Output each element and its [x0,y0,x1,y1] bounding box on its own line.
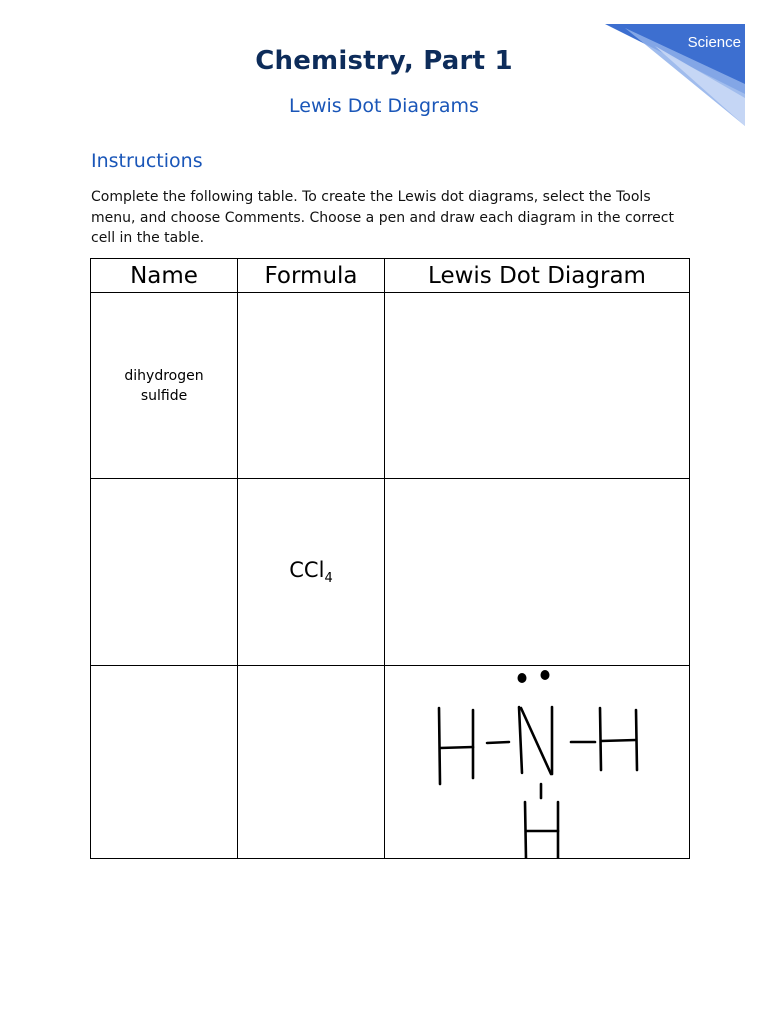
lone-pair-dot [541,670,550,680]
diagram-cell[interactable] [385,293,690,479]
stroke [487,742,509,743]
instructions-text: Complete the following table. To create the Lewis dot diagrams, select the Tools menu, and choose Comments. Choose a pen and draw each diagram in the correct cell in the table. [91,189,674,246]
formula-cell[interactable] [238,293,385,479]
stroke [519,707,522,773]
name-cell[interactable] [91,293,238,479]
formula-cell[interactable] [238,479,385,665]
table-row [91,479,690,665]
formula-cell[interactable] [238,665,385,858]
header-name: Name [91,259,238,293]
header-diagram: Lewis Dot Diagram [385,259,690,293]
stroke [439,708,440,784]
stroke [521,708,551,774]
page-title: Chemistry, Part 1 [255,46,513,76]
diagram-cell[interactable] [385,665,690,858]
formula-subscript: 4 [324,571,333,587]
compound-name: dihydrogen sulfide [124,367,204,404]
diagram-cell[interactable] [385,479,690,665]
stroke [600,708,601,770]
name-cell[interactable] [91,479,238,665]
lewis-table [90,258,690,859]
header-formula: Formula [238,259,385,293]
instructions-heading: Instructions [91,150,203,172]
table-row [91,665,690,858]
chemical-formula [289,557,333,587]
formula-base: CCl [289,557,325,582]
table-header-row [91,259,690,293]
stroke [601,740,636,741]
table-row [91,293,690,479]
handwritten-nh3-drawing [385,666,690,859]
page-subtitle: Lewis Dot Diagrams [289,95,479,117]
name-cell[interactable] [91,665,238,858]
subject-badge: Science [687,34,741,51]
lone-pair-dot [518,673,527,683]
stroke [440,747,473,748]
